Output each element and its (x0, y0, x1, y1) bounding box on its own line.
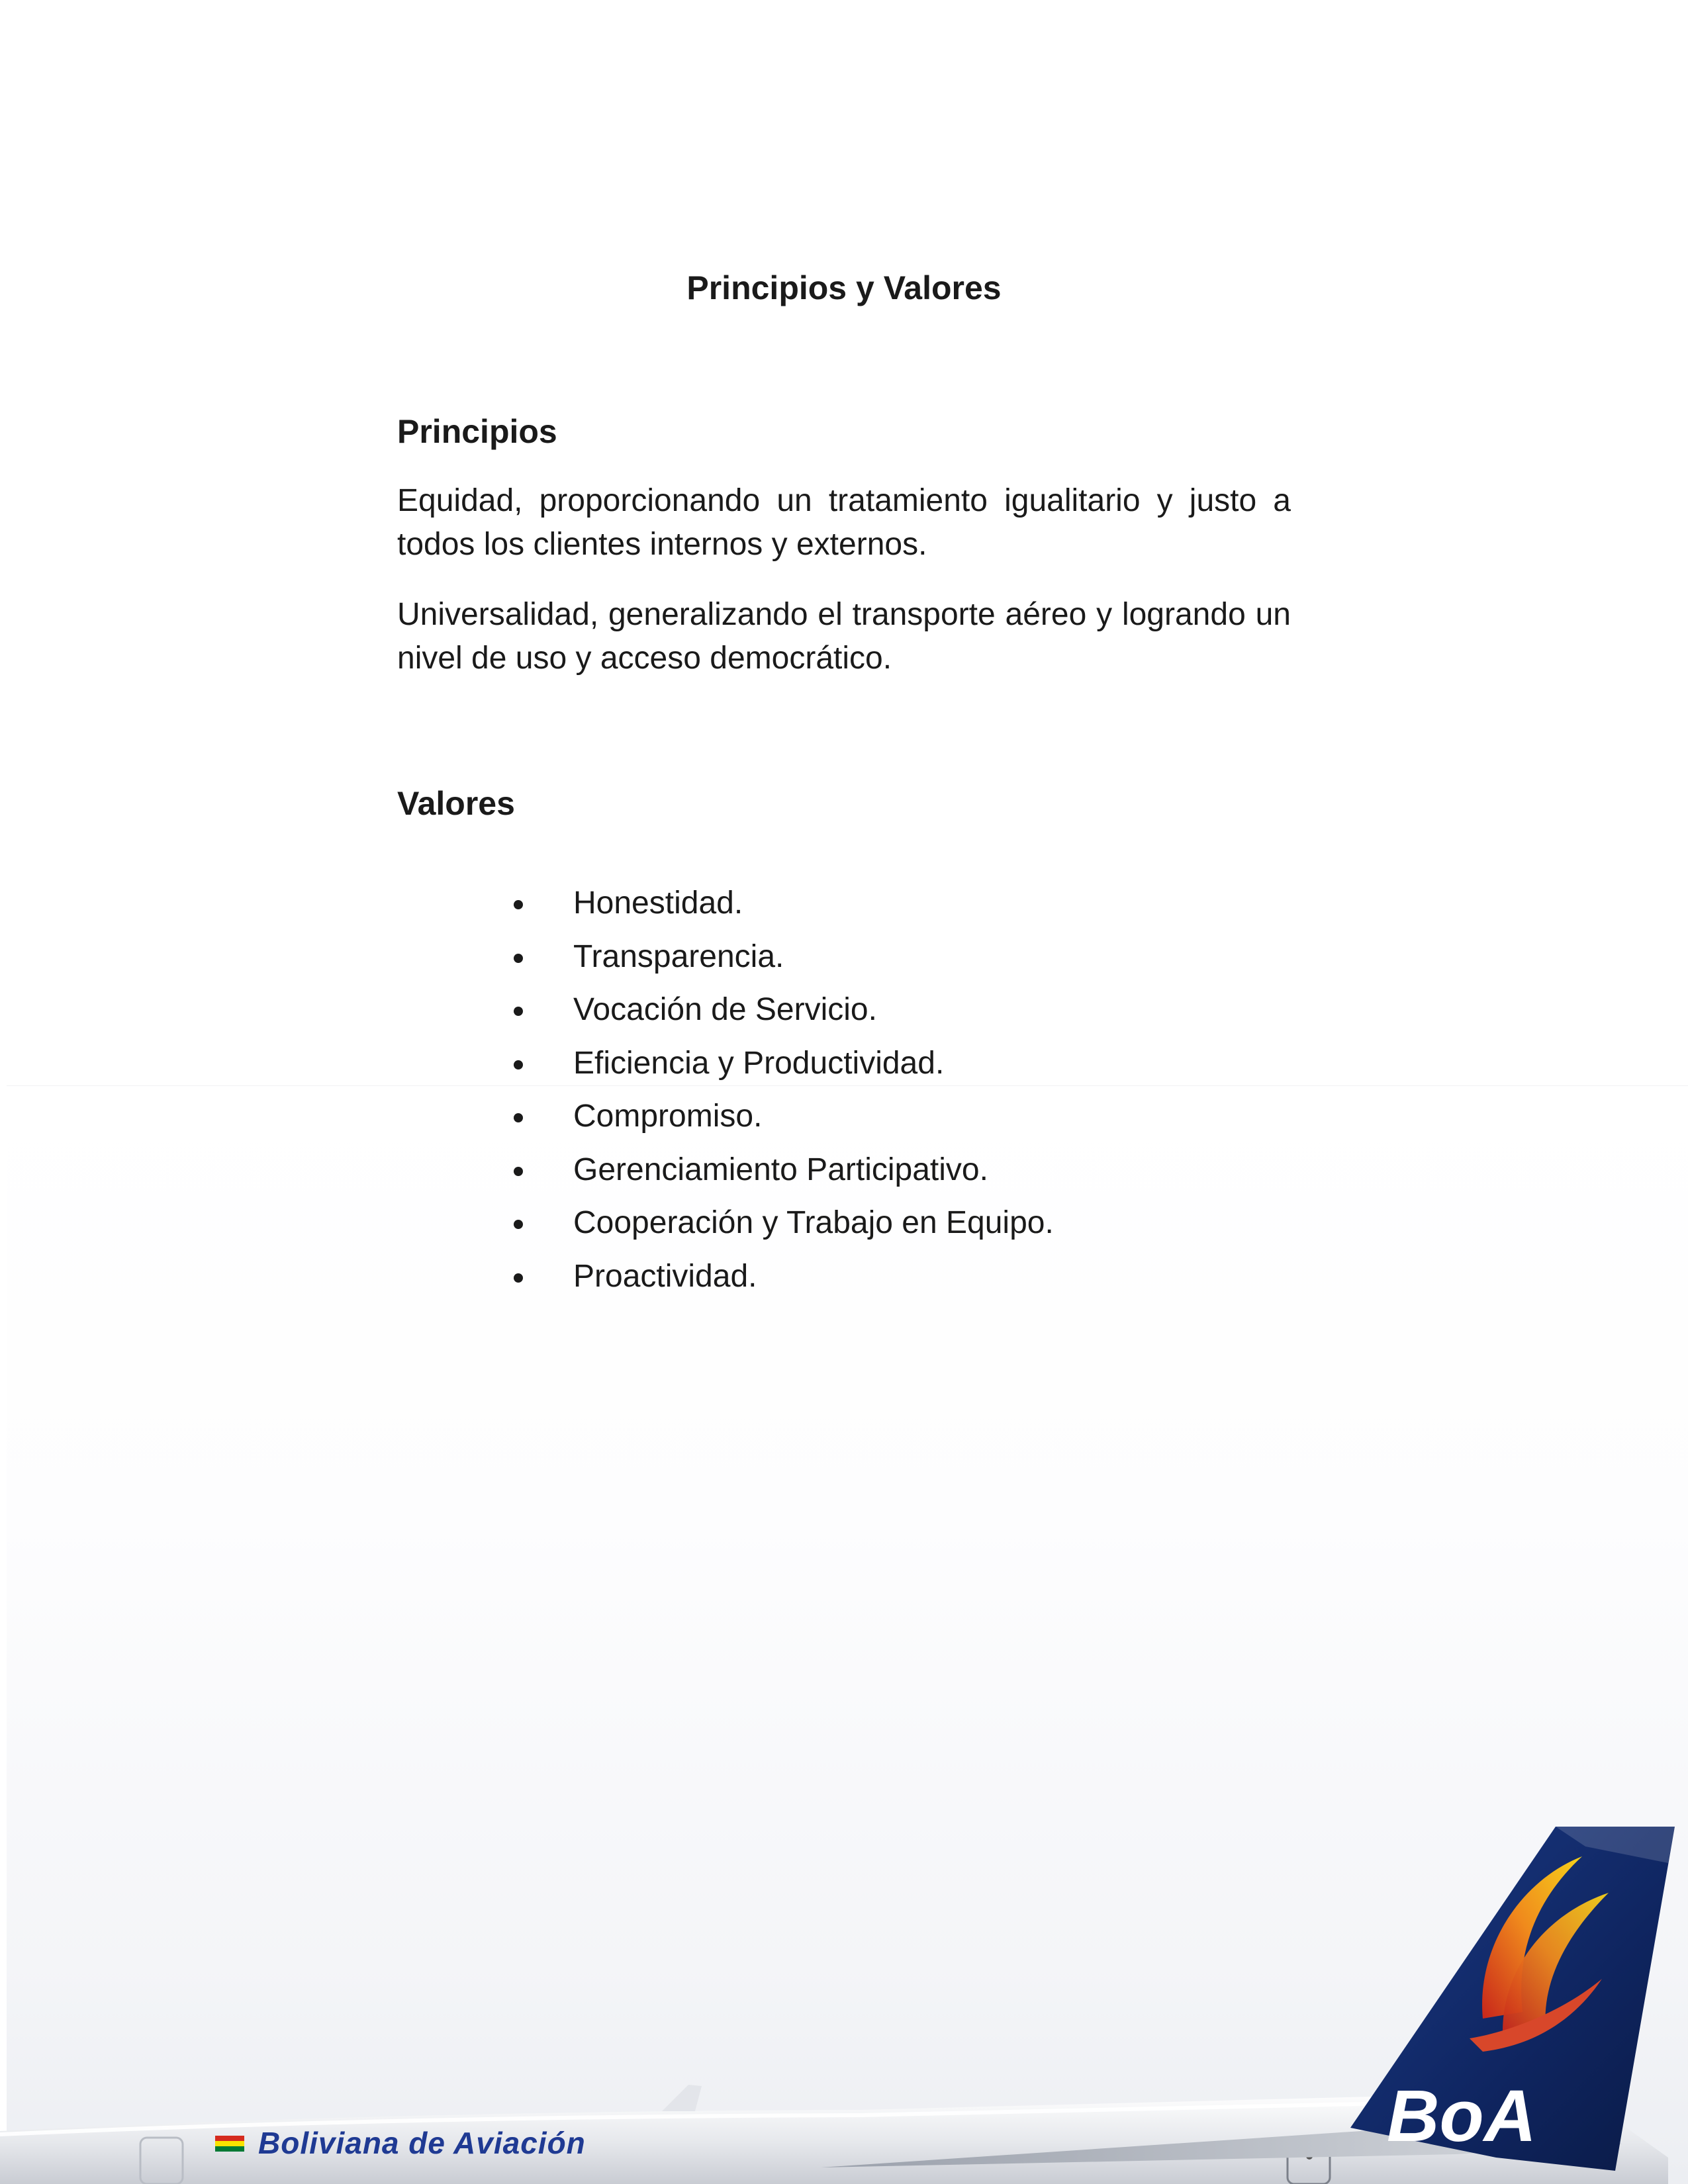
document-page: Principios y Valores Principios Equidad, proporcionando un tratamiento igualitario y justo a todos los clientes internos y externos. Universalidad, generalizando el transporte aéreo y logrando un nivel de uso y acceso democrático. Valores Honestidad. Transparencia. Vocación de Servicio. Eficiencia y Productividad. Compromiso. Gerenciamiento Participativo. Cooperación y Trabajo en Equipo. Proactividad. BoA Boliviana de Aviación (0, 0, 1688, 2184)
bullet-icon (514, 1220, 523, 1229)
principio-universalidad: Universalidad, generalizando el transporte aéreo y logrando un nivel de uso y acceso democrático. (397, 597, 1291, 676)
bullet-icon (514, 954, 523, 963)
tail-logo: BoA (1387, 2075, 1537, 2157)
bullet-icon (514, 1060, 523, 1069)
bullet-icon (514, 1273, 523, 1283)
principios-heading: Principios (397, 413, 557, 450)
bullet-icon (514, 1113, 523, 1122)
aircraft-illustration (0, 1800, 1688, 2184)
brand-name: Boliviana de Aviación (258, 2126, 586, 2160)
bolivia-flag-icon (215, 2136, 244, 2152)
bullet-icon (514, 1167, 523, 1176)
bullet-icon (514, 1007, 523, 1016)
page-title: Principios y Valores (686, 269, 1002, 306)
principio-equidad: Equidad, proporcionando un tratamiento igualitario y justo a todos los clientes internos y externos. (397, 483, 1291, 562)
valores-heading: Valores (397, 785, 515, 822)
bullet-icon (514, 900, 523, 909)
